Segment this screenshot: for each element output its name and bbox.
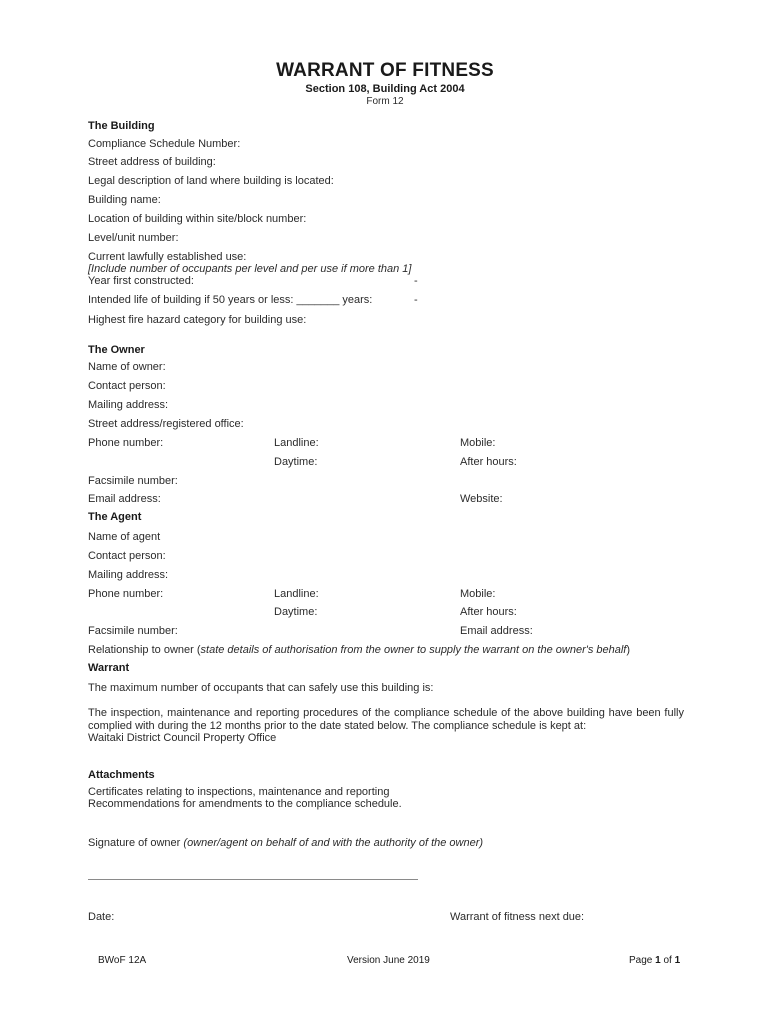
agent-relationship-close: ) xyxy=(626,644,631,656)
owner-name-label: Name of owner: xyxy=(88,361,166,373)
document-title: WARRANT OF FITNESS xyxy=(276,60,494,81)
legal-description-label: Legal description of land where building is located: xyxy=(88,175,334,187)
year-constructed-dash: - xyxy=(414,275,418,287)
agent-relationship-note: state details of authorisation from the owner to supply the warrant on the owner's behalf xyxy=(200,644,627,656)
intended-life-dash: - xyxy=(414,294,418,306)
owner-heading: The Owner xyxy=(88,344,145,356)
owner-landline-label: Landline: xyxy=(274,437,319,449)
building-name-label: Building name: xyxy=(88,194,161,206)
signature-label: Signature of owner xyxy=(88,837,181,849)
building-heading: The Building xyxy=(88,120,155,132)
signature-line-text xyxy=(88,837,483,850)
page-prefix: Page xyxy=(629,955,653,966)
agent-phone-label: Phone number: xyxy=(88,588,164,600)
owner-website-label: Website: xyxy=(460,493,503,505)
agent-email-label: Email address: xyxy=(460,625,533,637)
location-label: Location of building within site/block number: xyxy=(88,213,307,225)
signature-note: (owner/agent on behalf of and with the authority of the owner) xyxy=(183,837,484,849)
agent-landline-label: Landline: xyxy=(274,588,319,600)
footer-page-number xyxy=(629,955,680,966)
agent-fax-label: Facsimile number: xyxy=(88,625,178,637)
compliance-schedule-number-label: Compliance Schedule Number: xyxy=(88,138,241,150)
document-subtitle: Section 108, Building Act 2004 xyxy=(305,83,465,95)
agent-after-hours-label: After hours: xyxy=(460,606,517,618)
footer-version: Version June 2019 xyxy=(347,955,430,966)
attachments-heading: Attachments xyxy=(88,769,155,781)
date-label: Date: xyxy=(88,911,115,923)
attachment-certificates: Certificates relating to inspections, maintenance and reporting xyxy=(88,786,390,798)
owner-email-label: Email address: xyxy=(88,493,161,505)
agent-contact-label: Contact person: xyxy=(88,550,166,562)
owner-phone-label: Phone number: xyxy=(88,437,164,449)
current-use-label: Current lawfully established use: xyxy=(88,251,247,263)
compliance-schedule-location: Waitaki District Council Property Office xyxy=(88,732,277,744)
agent-mailing-label: Mailing address: xyxy=(88,569,169,581)
warrant-statement: The inspection, maintenance and reporting procedures of the compliance schedule of the above building have been fully complied with during the 12 months prior to the date stated below. The compliance schedule is kept at: xyxy=(88,707,684,732)
agent-name-label: Name of agent xyxy=(88,531,161,543)
signature-line[interactable] xyxy=(88,879,418,880)
page-total: 1 xyxy=(674,955,681,966)
owner-after-hours-label: After hours: xyxy=(460,456,517,468)
owner-mobile-label: Mobile: xyxy=(460,437,496,449)
agent-daytime-label: Daytime: xyxy=(274,606,318,618)
intended-life-label: Intended life of building if 50 years or less: _______ years: xyxy=(88,294,373,306)
agent-relationship-label: Relationship to owner ( xyxy=(88,644,201,656)
year-constructed-label: Year first constructed: xyxy=(88,275,194,287)
agent-heading: The Agent xyxy=(88,511,142,523)
owner-fax-label: Facsimile number: xyxy=(88,475,178,487)
page-current: 1 xyxy=(655,955,661,966)
owner-mailing-label: Mailing address: xyxy=(88,399,169,411)
current-use-note: [Include number of occupants per level and per use if more than 1] xyxy=(88,263,412,275)
page-of: of xyxy=(663,955,672,966)
agent-relationship-line xyxy=(88,644,630,657)
footer-form-code: BWoF 12A xyxy=(98,955,147,966)
street-address-label: Street address of building: xyxy=(88,156,216,168)
owner-daytime-label: Daytime: xyxy=(274,456,318,468)
agent-mobile-label: Mobile: xyxy=(460,588,496,600)
form-number: Form 12 xyxy=(366,96,404,107)
owner-street-label: Street address/registered office: xyxy=(88,418,244,430)
owner-contact-label: Contact person: xyxy=(88,380,166,392)
level-unit-label: Level/unit number: xyxy=(88,232,179,244)
warrant-heading: Warrant xyxy=(88,662,130,674)
max-occupants-label: The maximum number of occupants that can safely use this building is: xyxy=(88,682,434,694)
fire-hazard-label: Highest fire hazard category for building use: xyxy=(88,314,307,326)
next-due-label: Warrant of fitness next due: xyxy=(450,911,585,923)
attachment-recommendations: Recommendations for amendments to the compliance schedule. xyxy=(88,798,402,810)
